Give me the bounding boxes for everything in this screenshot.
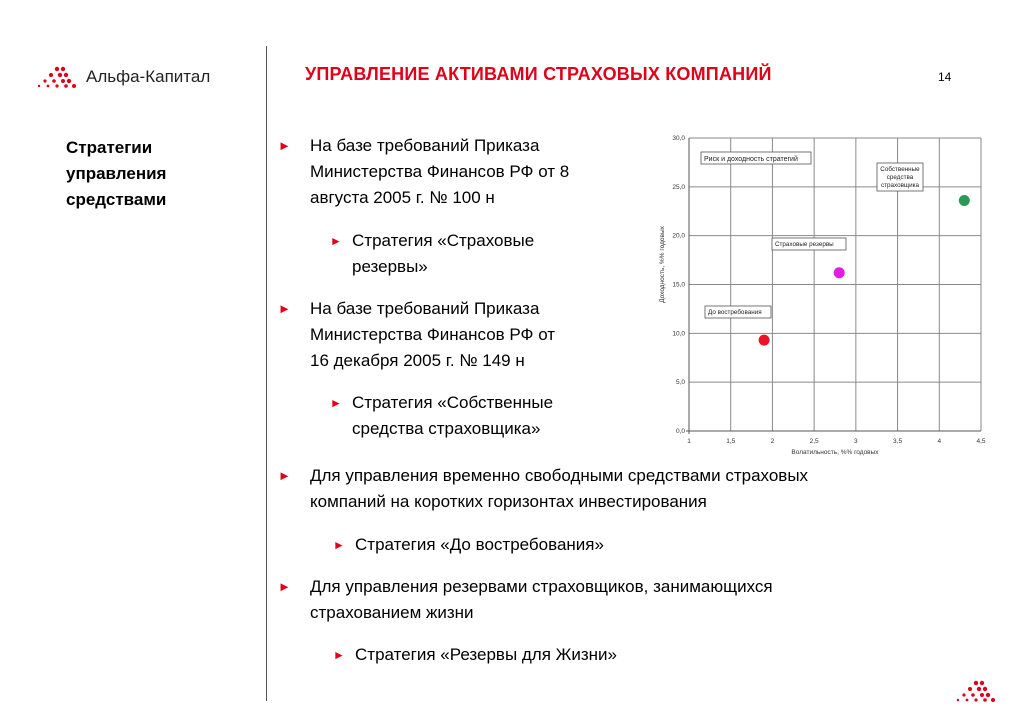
sub-bullet-line: Стратегия «До востребования» [355, 535, 604, 554]
sub-bullet-arrow-icon: ► [330, 234, 342, 248]
page-title: УПРАВЛЕНИЕ АКТИВАМИ СТРАХОВЫХ КОМПАНИЙ [305, 64, 772, 84]
data-point [759, 335, 770, 346]
section-title [66, 135, 246, 213]
y-tick-label: 5,0 [675, 379, 685, 387]
chart-title: Риск и доходность стратегий [704, 156, 798, 163]
bullet-line: Министерства Финансов РФ от [310, 325, 556, 344]
bullet-line: августа 2005 г. № 100 н [310, 188, 495, 207]
data-point [959, 195, 970, 206]
x-tick-label: 3,5 [893, 438, 903, 445]
risk-return-chart [655, 130, 995, 460]
section-title-line: средствами [66, 190, 167, 209]
point-label: средства [886, 174, 914, 181]
brand-logo [36, 66, 210, 88]
point-label: страховщика [880, 182, 920, 189]
y-axis-label: Доходность, %% годовых [659, 226, 666, 303]
x-tick-label: 4,5 [976, 438, 986, 445]
x-tick-label: 4 [937, 438, 942, 445]
bullet-line: страхованием жизни [310, 603, 474, 622]
x-tick-label: 1 [687, 438, 691, 445]
sub-bullet-line: резервы» [352, 257, 428, 276]
sub-bullet-arrow-icon: ► [333, 538, 345, 552]
x-axis-label: Волатильность, %% годовых [791, 449, 879, 456]
sub-bullet-line: Стратегия «Резервы для Жизни» [355, 645, 617, 664]
sub-bullet-arrow-icon: ► [330, 396, 342, 410]
sub-bullet-line: Стратегия «Страховые [352, 231, 535, 250]
bullet-arrow-icon: ► [278, 138, 291, 153]
brand-name: Альфа-Капитал [86, 67, 211, 86]
sub-bullet-line: средства страховщика» [352, 419, 541, 438]
bullet-line: компаний на коротких горизонтах инвестирования [310, 492, 707, 511]
bullet-arrow-icon: ► [278, 468, 291, 483]
point-label: Собственные [880, 166, 920, 173]
x-tick-label: 2 [770, 438, 775, 445]
point-label: До востребования [708, 309, 762, 316]
y-tick-label: 20,0 [672, 232, 685, 240]
bullet-line: На базе требований Приказа [310, 299, 540, 318]
bullet-line: Для управления резервами страховщиков, занимающихся [310, 577, 773, 596]
bullet-arrow-icon: ► [278, 579, 291, 594]
y-tick-label: 15,0 [672, 281, 685, 289]
y-tick-label: 30,0 [672, 135, 685, 142]
corner-logo-dots-icon [955, 680, 997, 707]
page-number: 14 [938, 70, 952, 84]
bullet-line: На базе требований Приказа [310, 136, 540, 155]
y-tick-label: 0,0 [675, 428, 685, 435]
bullet-line: Министерства Финансов РФ от 8 [310, 162, 570, 181]
section-title-line: Стратегии [66, 138, 153, 157]
bullet-line: 16 декабря 2005 г. № 149 н [310, 351, 525, 370]
x-tick-label: 3 [854, 438, 858, 445]
y-tick-label: 10,0 [672, 330, 685, 338]
chart-svg [655, 130, 995, 460]
bullet-line: Для управления временно свободными средствами страховых [310, 466, 809, 485]
sub-bullet-line: Стратегия «Собственные [352, 393, 554, 412]
y-tick-label: 25,0 [672, 183, 685, 191]
data-point [834, 267, 845, 278]
x-tick-label: 2,5 [809, 438, 819, 445]
logo-dots-icon [36, 66, 78, 88]
vertical-divider [266, 46, 267, 701]
sub-bullet-arrow-icon: ► [333, 648, 345, 662]
x-tick-label: 1,5 [726, 438, 736, 445]
bullet-arrow-icon: ► [278, 301, 291, 316]
point-label: Страховые резервы [775, 241, 834, 248]
section-title-line: управления [66, 164, 167, 183]
